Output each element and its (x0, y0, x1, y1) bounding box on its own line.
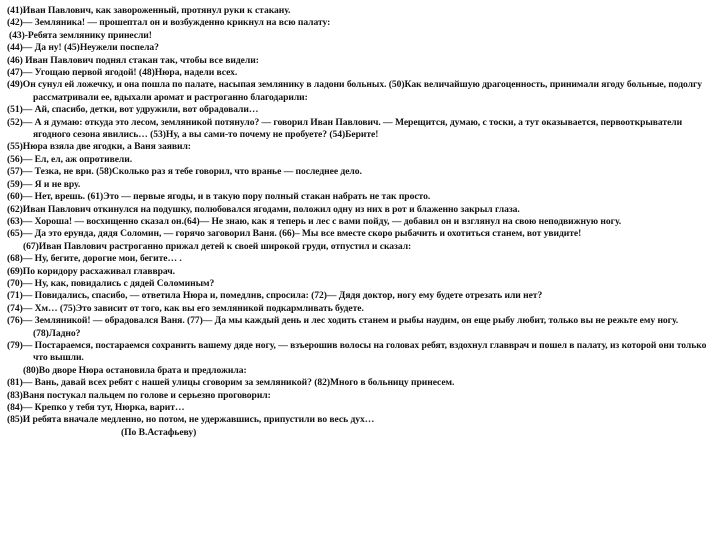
paragraph-59: (59)— Я и не вру. (7, 178, 81, 190)
paragraph-80: (80)Во дворе Нюра остановила брата и предложила: (23, 364, 247, 376)
paragraph-81: (81)— Вань, давай всех ребят с нашей улицы сговорим за земляникой? (82)Много в больницу принесем. (7, 377, 455, 389)
paragraph-71: (71)— Повидались, спасибо, — ответила Нюра и, помедлив, спросила: (72)— Дядя доктор, ногу ему будете отрезать или нет? (7, 290, 543, 302)
paragraph-67: (67)Иван Павлович растроганно прижал детей к своей широкой груди, отпустил и сказал: (23, 240, 412, 252)
paragraph-76: (76)— Земляникой! — обрадовался Ваня. (77)— Да мы каждый день и лес ходить станем и рыбы наудим, он еще рыбу любит, только вы не режьте ему ногу. (78)Ладно? (7, 315, 679, 339)
paragraph-56: (56)— Ел, ел, аж опротивели. (7, 153, 133, 165)
author-attribution: (По В.Астафьеву) (121, 426, 197, 438)
paragraph-55: (55)Нюра взяла две ягодки, а Ваня заявил: (7, 141, 191, 153)
paragraph-68: (68)— Ну, бегите, дорогие мои, бегите… . (7, 253, 182, 265)
paragraph-43: (43)-Ребята землянику принесли! (9, 29, 152, 41)
paragraph-84: (84)— Крепко у тебя тут, Нюрка, варит… (7, 402, 185, 413)
paragraph-52: (52)— А я думаю: откуда это лесом, земляникой потянуло? — говорил Иван Павлович. — Мерещится, думаю, с тоски, а тут оказывается, первооткрыватели ягодного сезона явились… (53)Ну, а вы сами-то почему не пробуете? (54)Берите! (7, 116, 683, 141)
paragraph-70: (70)— Ну, как, повидались с дядей Соломиным? (7, 277, 215, 289)
paragraph-83: (83)Ваня постукал пальцем по голове и серьезно проговорил: (7, 389, 271, 401)
paragraph-65: (65)— Да это ерунда, дядя Соломин, — горячо заговорил Ваня. (66)– Мы все вместе скоро рыбачить и охотиться станем, вот увидите! (7, 228, 582, 240)
paragraph-46: (46) Иван Павлович поднял стакан так, чтобы все видели: (7, 54, 259, 66)
paragraph-49: (49)Он сунул ей ложечку, и она пошла по палате, насыпая землянику в ладони больных. (50)Как величайшую драгоценность, принимали ягоду больные, подолгу рассматривали ее, вдыхали аромат и растроганно благодарили: (7, 79, 703, 103)
paragraph-69: (69)По коридору расхаживал главврач. (7, 265, 175, 277)
paragraph-85: (85)И ребята вначале медленно, но потом, не удержавшись, припустили во весь дух… (7, 414, 375, 426)
paragraph-63: (63)— Хороша! — восхищенно сказал он.(64)— Не знаю, как я теперь и лес с вами пойду, — добавил он и взглянул на свою неподвижную ногу. (7, 215, 622, 227)
paragraph-60: (60)— Нет, врешь. (61)Это — первые ягоды, и в такую пору полный стакан набрать не так просто. (7, 191, 431, 203)
paragraph-74: (74)— Хм… (75)Это зависит от того, как вы его земляникой подкармливать будете. (7, 302, 364, 314)
paragraph-44: (44)— Да ну! (45)Неужели поспела? (7, 42, 159, 54)
paragraph-62: (62)Иван Павлович откинулся на подушку, полюбовался ягодами, положил одну из них в рот и блаженно закрыл глаза. (7, 203, 520, 215)
paragraph-42: (42)— Земляника! — прошептал он и возбужденно крикнул на всю палату: (7, 17, 331, 29)
paragraph-47: (47)— Угощаю первой ягодой! (48)Нюра, надели всех. (7, 67, 238, 79)
paragraph-57: (57)— Тезка, не ври. (58)Сколько раз я тебе говорил, что вранье — последнее дело. (7, 166, 362, 178)
paragraph-51: (51)— Ай, спасибо, детки, вот удружили, вот обрадовали… (7, 104, 259, 116)
paragraph-79: (79)— Постараемся, постараемся сохранить вашему дяде ногу, — взъерошив волосы на головах ребят, вздохнул главврач и пошел в палату, из которой они только что вышли. (7, 339, 707, 364)
paragraph-41: (41)Иван Павлович, как завороженный, протянул руки к стакану. (7, 5, 291, 16)
